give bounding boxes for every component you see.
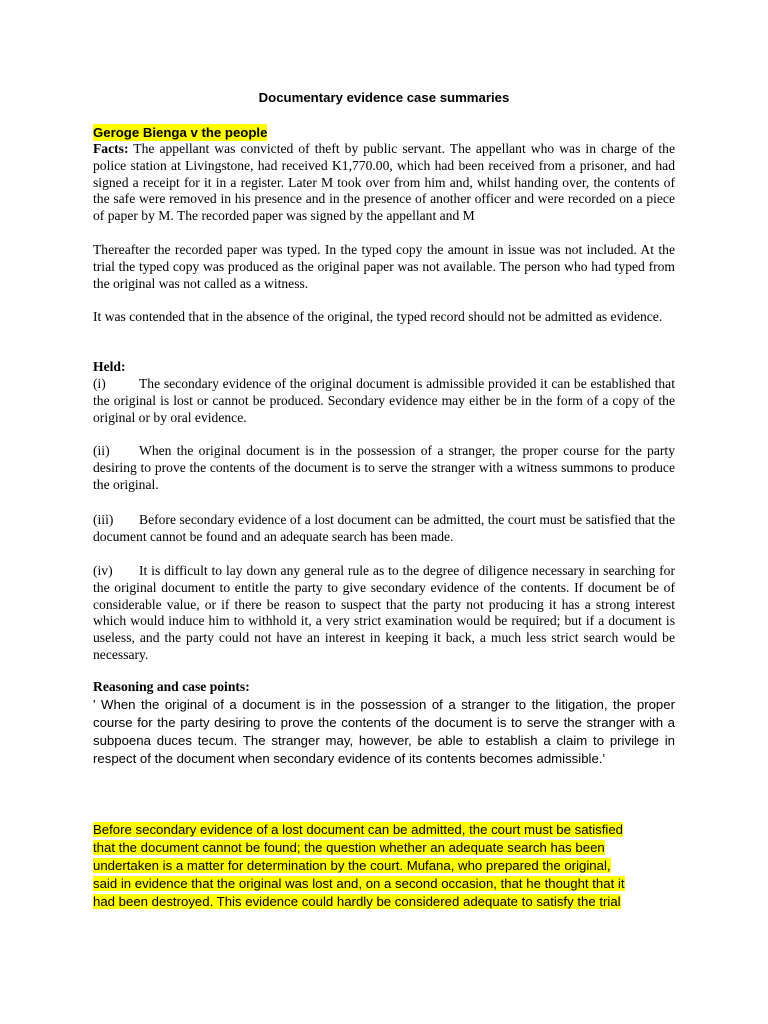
- held-item-text: When the original document is in the possession of a stranger, the proper course for the party desiring to prove the contents of the document is to serve the stranger with a witness summons to produce the original.: [93, 443, 675, 492]
- highlighted-line: [93, 893, 675, 911]
- held-label-text: Held:: [93, 359, 126, 374]
- highlighted-line: [93, 839, 675, 857]
- facts-paragraph-2: Thereafter the recorded paper was typed. In the typed copy the amount in issue was not included. At the trial the typed copy was produced as the original paper was not available. The person who had typed from the original was not called as a witness.: [93, 242, 675, 291]
- contention-paragraph: It was contended that in the absence of the original, the typed record should not be admitted as evidence.: [93, 309, 663, 324]
- highlighted-paragraph: [93, 821, 675, 911]
- held-item: [93, 443, 675, 493]
- case-title: Geroge Bienga v the people: [93, 125, 268, 140]
- facts-paragraph: [93, 141, 675, 225]
- highlighted-line-text: that the document cannot be found; the question whether an adequate search has been: [93, 840, 605, 855]
- held-item-text: The secondary evidence of the original document is admissible provided it can be established that the original is lost or cannot be produced. Secondary evidence may either be in the form of a copy of the original or by oral evidence.: [93, 376, 675, 425]
- held-item: [93, 376, 675, 426]
- highlighted-line: [93, 821, 675, 839]
- highlighted-line-text: Before secondary evidence of a lost document can be admitted, the court must be satisfied: [93, 822, 623, 837]
- held-item-text: It is difficult to lay down any general rule as to the degree of diligence necessary in searching for the original document to entitle the party to give secondary evidence of the contents. If document be of considerable value, or if there be reason to suspect that the party not producing it has a strong interest which would induce him to withhold it, a very strict examination would be required; but if a document is useless, and the party could not have an interest in keeping it back, a much less strict search would be necessary.: [93, 563, 675, 662]
- highlighted-line-text: undertaken is a matter for determination by the court. Mufana, who prepared the original,: [93, 858, 611, 873]
- held-item: [93, 512, 675, 546]
- reasoning-quote: ' When the original of a document is in the possession of a stranger to the litigation, the proper course for the party desiring to prove the contents of the document is to serve the stranger with a subpoena duces tecum. The stranger may, however, be able to establish a claim to privilege in respect of the document when secondary evidence of its contents becomes admissible.': [93, 697, 675, 766]
- held-item-number: (iii): [93, 512, 114, 527]
- highlighted-line: [93, 875, 675, 893]
- held-item-text: Before secondary evidence of a lost document can be admitted, the court must be satisfied that the document cannot be found and an adequate search has been made.: [93, 512, 675, 544]
- highlighted-line-text: had been destroyed. This evidence could hardly be considered adequate to satisfy the trial: [93, 894, 621, 909]
- held-label: [93, 359, 675, 376]
- highlighted-line-text: said in evidence that the original was lost and, on a second occasion, that he thought that it: [93, 876, 625, 891]
- document-title: Documentary evidence case summaries: [258, 90, 510, 105]
- held-item-number: (i): [93, 376, 106, 391]
- highlighted-line: [93, 857, 675, 875]
- held-item-number: (iv): [93, 563, 113, 578]
- held-item-number: (ii): [93, 443, 110, 458]
- reasoning-label: [93, 679, 675, 696]
- reasoning-label-text: Reasoning and case points:: [93, 679, 250, 694]
- held-item: [93, 563, 675, 664]
- facts-text: The appellant was convicted of theft by public servant. The appellant who was in charge of the police station at Livingstone, had received K1,770.00, which had been received from a prisoner, and had signed a receipt for it in a register. Later M took over from him and, whilst handing over, the contents of the safe were removed in his presence and in the presence of another officer and were recorded on a piece of paper by M. The recorded paper was signed by the appellant and M: [93, 141, 676, 224]
- facts-label: Facts:: [93, 141, 129, 156]
